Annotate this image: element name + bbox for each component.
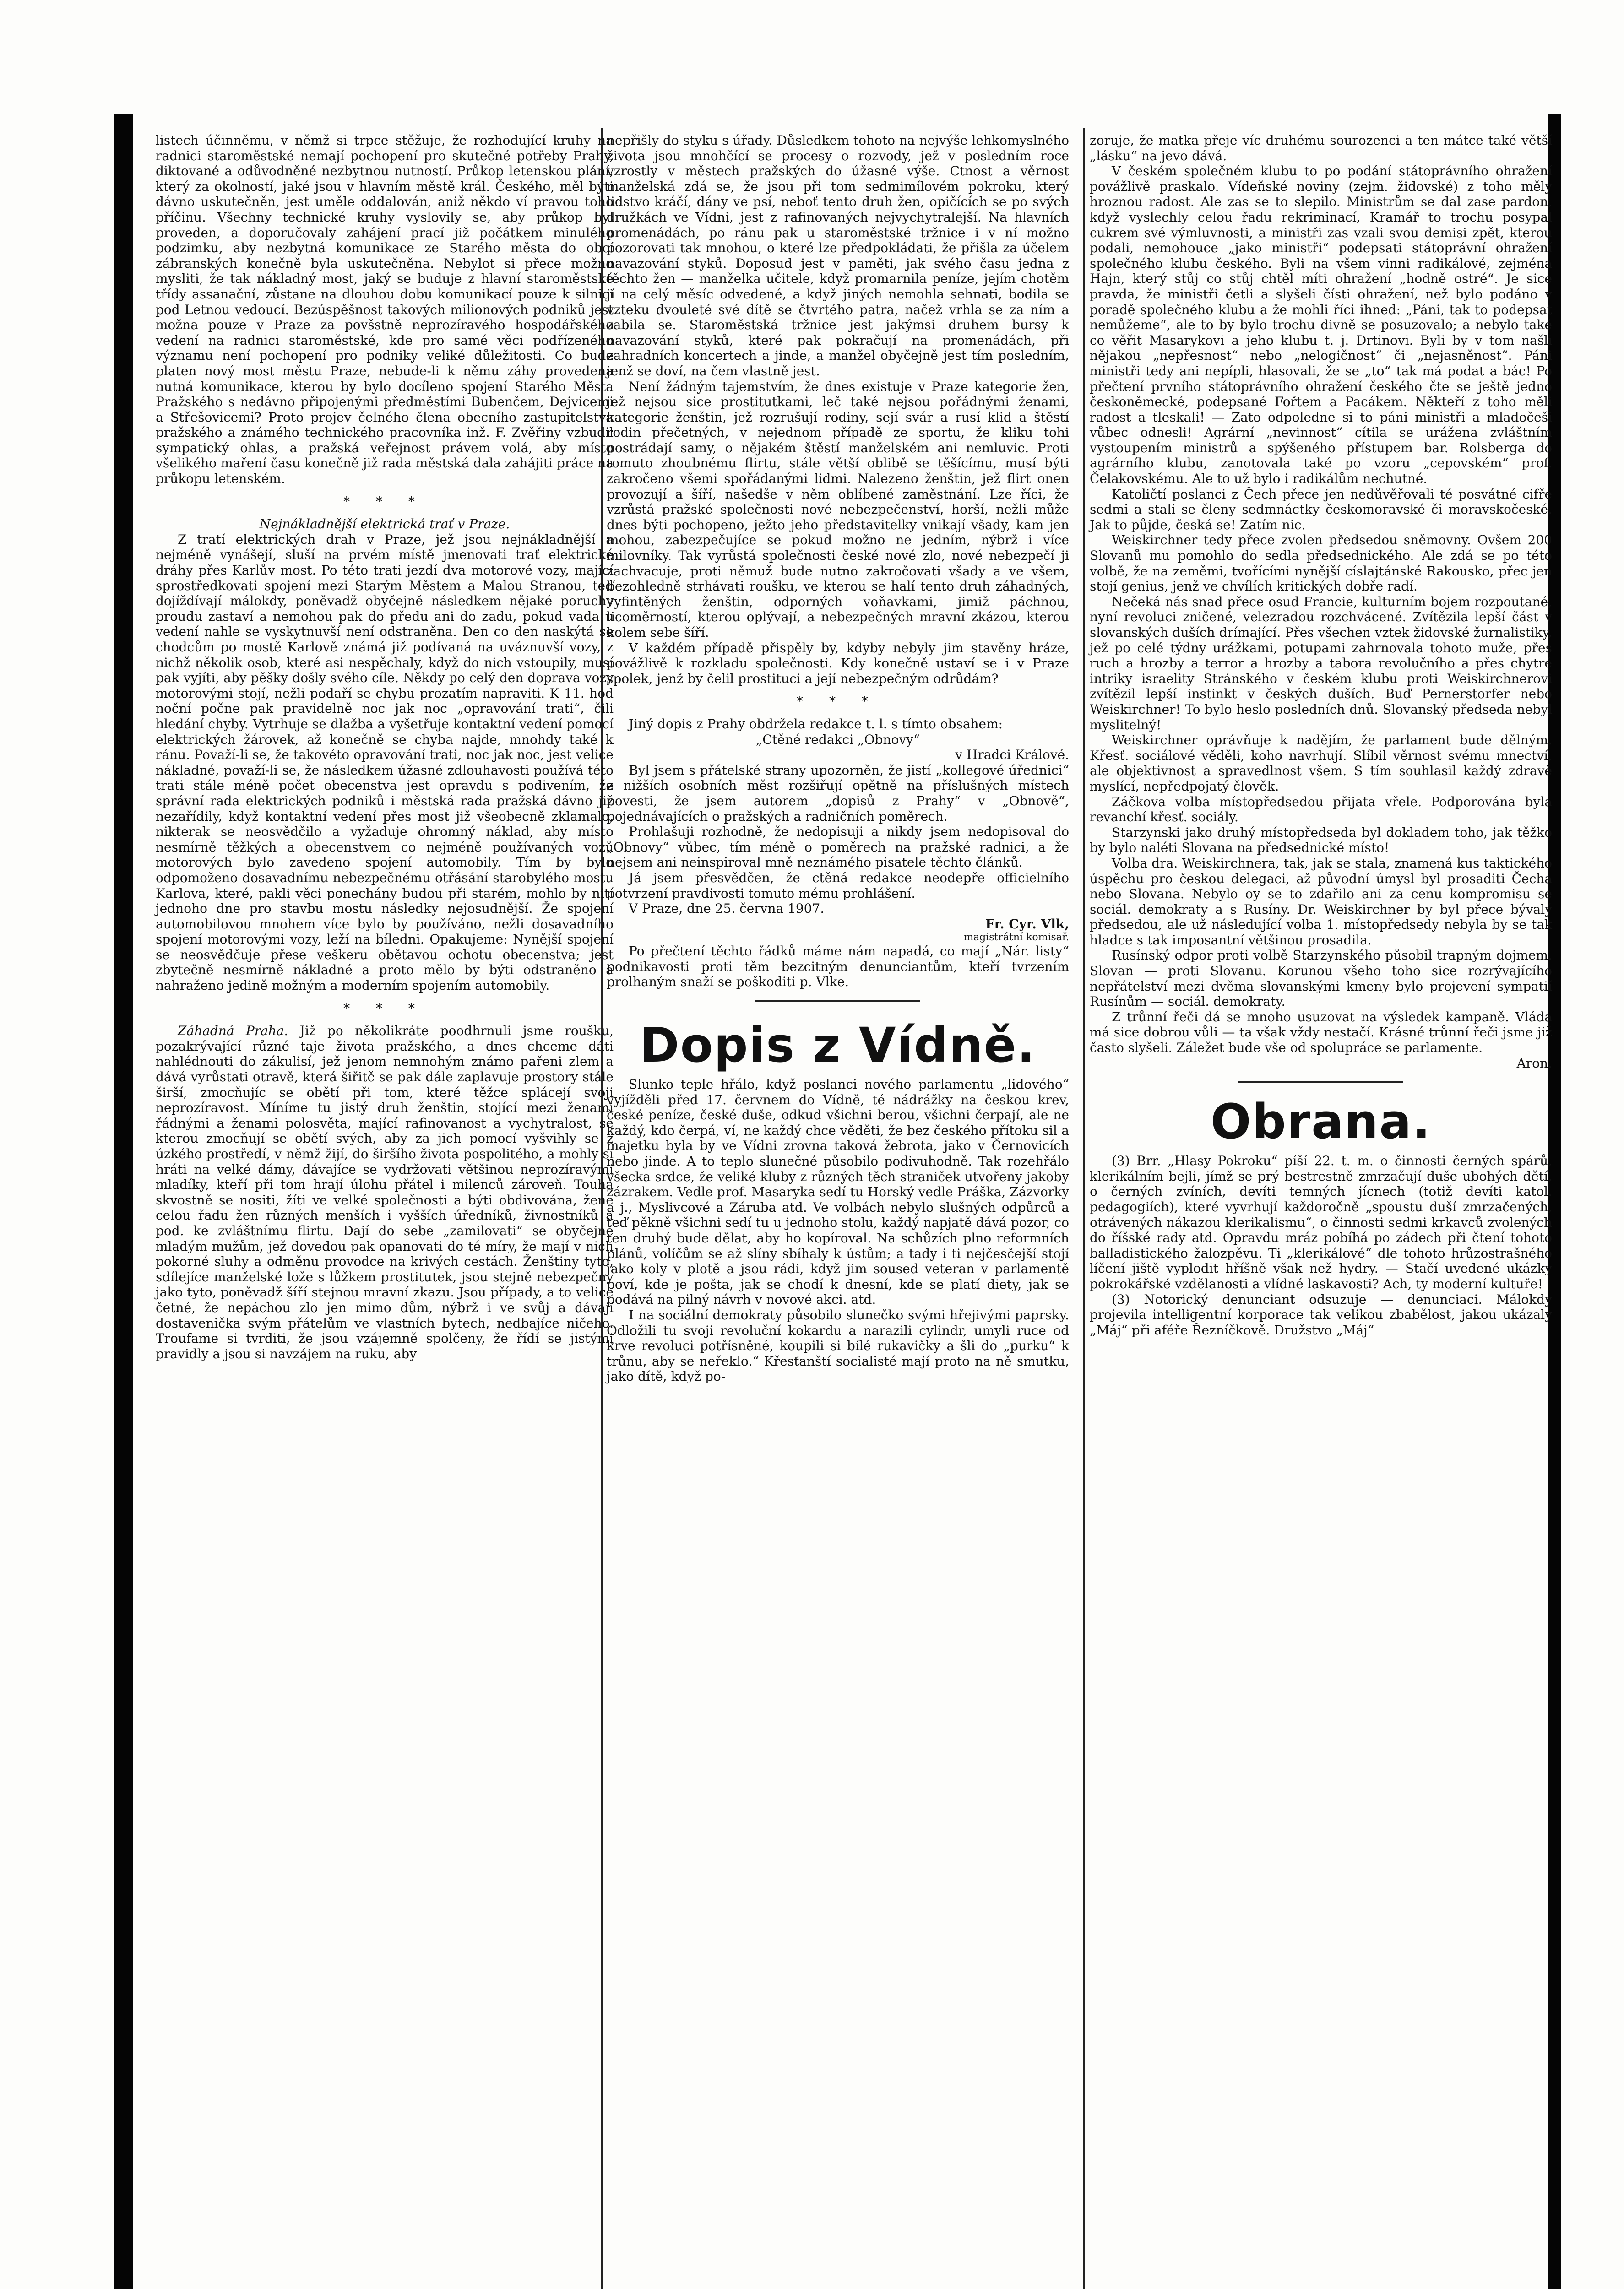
article-paragraph: Weiskirchner oprávňuje k nadějím, že parlament bude dělným. Křesť. sociálové věděli, koho navrhují. Slíbil věrnost svému mnectví, ale objektivnost a spravedlnost všem. S tím souhlasil každý zdravě myslící, nepředpojatý člověk.	[1090, 732, 1552, 794]
article-rubric: Záhadná Praha.	[178, 1023, 288, 1039]
section-rule	[755, 1000, 920, 1002]
letter-signer-title: magistrátní komisař.	[964, 932, 1069, 944]
section-separator: * * *	[797, 694, 879, 709]
article-paragraph: Jiný dopis z Prahy obdržela redakce t. l. s tímto obsahem:	[629, 716, 1003, 732]
article-paragraph: (3) Notorický denunciant odsuzuje — denunciaci. Málokdy projevila intelligentní korporace tak velikou zbabělost, jakou ukázaly „Máj“ při aféře Řezníčkově. Družstvo „Máj“	[1090, 1291, 1552, 1338]
column-3	[1090, 133, 1552, 1338]
article-paragraph: Starzynski jako druhý místopředseda byl dokladem toho, jak těžko by bylo naléti Slovana na předsednické místo!	[1090, 824, 1552, 856]
article-paragraph: V každém případě přispěly by, kdyby nebyly jim stavěny hráze, povážlivě k rozkladu společnosti. Kdy konečně ustaví se i v Praze spolek, jenž by čelil prostituci a její nebezpečným odrůdám?	[607, 640, 1069, 686]
letter-date: V Praze, dne 25. června 1907.	[629, 901, 825, 917]
article-paragraph: Prohlašuji rozhodně, že nedopisuji a nikdy jsem nedopisoval do „Obnovy“ vůbec, tím méně o poměrech na pražské radnici, a že nejsem ani neinspiroval mně neznámého pisatele těchto článků.	[607, 824, 1069, 870]
article-paragraph: Rusínský odpor proti volbě Starzynského působil trapným dojmem. Slovan — proti Slovanu. Korunou všeho toho sice rozrývajícího nepřátelství mezi dvěma slovanskými kmeny bylo projevení sympatií Rusínům — sociál. demokraty.	[1090, 948, 1552, 1009]
article-paragraph: I na sociální demokraty působilo slunečko svými hřejivými paprsky. Odložili tu svoji revoluční kokardu a narazili cylindr, umyli ruce od krve revoluci potřísněné, koupili si bílé rukavičky a šli do „purku“ k trůnu, aby se neřeklo.“ Křesťanští socialisté mají proto na ně smutku, jako dítě, když po-	[607, 1307, 1069, 1384]
article-paragraph: Z tratí elektrických drah v Praze, jež jsou nejnákladnější a nejméně vynášejí, sluší na prvém místě jmenovati trať elektrické dráhy přes Karlův most. Po této trati jezdí dva motorové vozy, mající sprostředkovati spojení mezi Starým Městem a Malou Stranou, teď dojíždívají málokdy, poněvadž obyčejně následkem nějaké poruchy proudu zastaví a nemohou pak do předu ani do zadu, pokud vada u vedení nahle se vyskytnuvší není odstraněna. Den co den naskýtá se chodcům po mostě Karlově známá již podívaná na uváznuvší vozy, z nichž několik osob, které asi nespěchaly, když do nich vstoupily, musí pak vyjíti, aby pěšky došly svého cíle. Někdy po celý den doprava vozy motorovými stojí, nežli podaří se chybu prozatím napraviti. K 11. hod noční počne pak pravidelně noc jak noc „opravování trati“, čili hledání chyby. Vytrhuje se dlažba a vyšetřuje kontaktní vedení pomocí elektrických žárovek, až konečně se chyba najde, mnohdy také k ránu. Považí-li se, že takovéto opravování trati, noc jak noc, jest velice nákladné, považí-li se, že následkem úžasné zdlouhavosti používá této trati stále méně počet obecenstva jest opravdu s podivením, že správní rada elektrických podniků i městská rada pražská dávno již nezařídily, když kontaktní vedení přes most již všeobecně zklamalo, nikterak se neosvědčilo a vyžaduje ohromný náklad, aby místo nesmírně těžkých a obecenstvem co nejméně používaných vozů motorových bylo zavedeno spojení automobily. Tím by bylo odpomoženo dosavadnímu nebezpečnému otřásání starobylého mostu Karlova, které, pakli věci ponechány budou při starém, mohlo by nití jednoho dne pro stavbu mostu následky nejosudnější. Že spojení automobilovou mnohem více bylo by používáno, nežli dosavadního spojení motorovými vozy, leží na bíledni. Opakujeme: Nynější spojení se neosvědčuje přese veškeru obětavou ochotu obecenstva; jest zbytečně nesmírně nákladné a proto mělo by býti odstraněno a nahraženo jedině možným a moderním spojením automobily.	[156, 532, 614, 993]
article-paragraph: Volba dra. Weiskirchnera, tak, jak se stala, znamená kus taktického úspěchu pro českou delegaci, až původní úmysl byl prosaditi Čecha nebo Slovana. Nebylo oy se to zdařilo ani za cenu kompromisu se sociál. demokraty a s Rusíny. Dr. Weiskirchner by byl přece bývalý předsedou, ale už následující volba 1. místopředsedy nebyla by se tak hladce s tak imposantní většinou prosadila.	[1090, 855, 1552, 948]
section-heading: Obrana.	[1210, 1094, 1432, 1150]
article-paragraph: (3) Brr. „Hlasy Pokroku“ píší 22. t. m. o činnosti černých spárů, klerikálním bejli, jímž se prý bestrestně zmrzačují duše ubohých dětí, o černých zvíních, devíti temných jícnech (totiž devíti katol. pedagogiích), které vyvrhují každoročně „spoustu duší zmrzačených, otrávených nákazou klerikalismu“, o činnosti sedmi krkavců zvolených do říšské rady atd. Opravdu mráz pobíhá po zádech při čtení tohoto balladistického žalozpěvu. Ti „klerikálové“ dle tohoto hrůzostrašného líčení jiště vyplodit hříšně však než hydry. — Stačí uvedené ukázky pokrokářské vzdělanosti a vlídné laskavosti? Ach, ty moderní kultuře!	[1090, 1153, 1552, 1291]
article-paragraph: zoruje, že matka přeje víc druhému sourozenci a ten mátce také větší „lásku“ na jevo dává.	[1090, 133, 1552, 163]
article-paragraph: Byl jsem s přátelské strany upozorněn, že jistí „kollegové úřednici“ z nižších osobních měst rozšiřují opětně na příslušných místech povesti, že jsem autorem „dopisů z Prahy“ v „Obnově“, pojednávajících o pražských a radničních poměrech.	[607, 762, 1069, 824]
article-paragraph: Katoličtí poslanci z Čech přece jen nedůvěřovali té posvátné cifře sedmi a stali se členy sedmnáctky českomoravské či moravskočeské. Jak to půjde, česká se! Zatím nic.	[1090, 486, 1552, 532]
article-paragraph: Z trůnní řeči dá se mnoho usuzovat na výsledek kampaně. Vláda má sice dobrou vůli — ta však vždy nestačí. Krásné trůnní řeči jsme již často slyšeli. Záležet bude vše od spolupráce se parlamente.	[1090, 1009, 1552, 1056]
letter-signer: Fr. Cyr. Vlk,	[985, 916, 1069, 932]
article-paragraph	[156, 1023, 614, 1361]
article-paragraph: Záčkova volba místopředsedou přijata vřele. Podporována byla revanchí křesť. sociály.	[1090, 794, 1552, 825]
article-signature: Aron.	[1516, 1055, 1552, 1071]
article-rubric: Nejnákladnější elektrická trať v Praze.	[259, 516, 510, 532]
section-separator: * * *	[343, 494, 426, 509]
section-separator: * * *	[343, 1000, 426, 1016]
article-paragraph: Nečeká nás snad přece osud Francie, kulturním bojem rozpoutané, nyní revoluci zničené, velezradou rozchvácené. Zvítězila lepší část v slovanských duších drímající. Přes všechen vztek židovské žurnalistiky, jež po celé týdny urážkami, potupami zahrnovala tohoto muže, přes ruch a hrozby a terror a hrozby a tabora revolučního a přes chytré intriky israelity Stránského v českém klubu proti Weiskirchnerovi zvítězil lepší instinkt v českých duších. Buď Pernerstorfer nebo Weiskirchner! To bylo heslo posledních dnů. Slovanský předseda nebyl myslitelný!	[1090, 594, 1552, 732]
article-paragraph: Weiskirchner tedy přece zvolen předsedou sněmovny. Ovšem 200 Slovanů mu pomohlo do sedla předsednického. Ale zdá se po této volbě, že na zeměmi, tvořícími nynější císlajtánské Rakousko, přec jen stojí genius, jenž ve chvílích kritických dobře radí.	[1090, 532, 1552, 594]
article-paragraph: Já jsem přesvědčen, že ctěná redakce neodepře officielního potvrzení pravdivosti tomuto mému prohlášení.	[607, 870, 1069, 901]
letter-place: v Hradci Králové.	[955, 747, 1069, 763]
article-paragraph: nepřišly do styku s úřady. Důsledkem tohoto na nejvýše lehkomyslného života jsou mnohčící se procesy o rozvody, jež v posledním roce vzrostly v městech pražských do úžasné výše. Ctnost a věrnost manželská zdá se, že jsou při tom sedmimílovém pokroku, který lidstvo kráčí, dány ve psí, neboť tento druh žen, opičících se po svých družkách ve Vídni, jest z rafinovaných nejvychytralejší. Na hlavních promenádách, po ránu pak u staroměstské tržnice i v ní možno pozorovati tak mnohou, o které lze předpokládati, že přišla za účelem navazování styků. Doposud jest v paměti, jak svého času jedna z těchto žen — manželka učitele, když promarnila peníze, jejím chotěm jí na celý měsíc odvedené, a když jiných nemohla sehnati, bodila se vzteku dvouleté své dítě se čtvrtého patra, načež vrhla se za ním a zabila se. Staroměstská tržnice jest jakýmsi druhem bursy k navazování styků, které pak pokračují na promenádách, při zahradních koncertech a jinde, a manžel obyčejně jest tím posledním, jenž se doví, na čem vlastně jest.	[607, 133, 1069, 379]
column-1	[156, 133, 614, 1361]
section-rule	[1238, 1081, 1403, 1083]
article-paragraph: V českém společném klubu to po podání státoprávního ohražení povážlivě praskalo. Vídeňské noviny (zejm. židovské) z toho měly hroznou radost. Ale zas se to slepilo. Ministrům se dal zase pardon, když vyslechly celou řadu rekriminací, Kramář to trochu posypal cukrem své výmluvnosti, a ministři zas vzali svou demisi zpět, kterou podali, nemohouce „jako ministři“ podepsati státoprávní ohražení společného klubu českého. Byli na všem vinni radikálové, zejména Hajn, který stůj co stůj chtěl míti ohražení „hodně ostré“. Je sice pravda, že ministři četli a slyšeli čísti ohražení, než bylo podáno v poradě společného klubu a že mohli říci ihned: „Páni, tak to podepsat nemůžeme“, ale to by bylo trochu divně se posuzovalo; a nebylo také co věřit Masarykovi a jeho klubu t. j. Drtinovi. Byli by v tom našli nějakou „nepřesnost“ nebo „nelogičnost“ či „nejasněnost“. Páni ministři tedy ani nepípli, hlasovali, že se „to“ tak má podat a bác! Po přečtení prvního státoprávního ohražení českého čte se ještě jedno českoněmecké, podepsané Fořtem a Pacákem. Někteří z toho měli radost a tleskali! — Zato odpoledne si to páni ministři a mladočeši vůbec odnesli! Agrární „nevinnost“ cítila se urážena zvláštním vystoupením ministrů a spýšeného přístupem bar. Rolsberga do agrárního klubu, zanotovala také po vzoru „cepovském“ prof. Čelakovskému. Ale to už bylo i radikálům nechutné.	[1090, 163, 1552, 487]
column-2	[607, 133, 1069, 1384]
article-paragraph: Po přečtení těchto řádků máme nám napadá, co mají „Nár. listy“ podnikavosti proti těm bezcitným denunciantům, kteří tvrzením prolhaným snaží se poškoditi p. Vlke.	[607, 944, 1069, 990]
letter-salutation: „Ctěné redakci „Obnovy“	[755, 732, 920, 747]
article-paragraph: Slunko teple hřálo, když poslanci nového parlamentu „lidového“ vyjížděli před 17. červnem do Vídně, té nádrážky na českou krev, české peníze, české duše, odkud všichni berou, všichni čerpají, ale ne každý, kdo čerpá, ví, ne každý chce věděti, že bez českého přítoku sil a majetku byla by ve Vídni zrovna taková žebrota, jako v Černovicích nebo jinde. A to teplo slunečné působilo podivuhodně. Tak rozehřálo všecka srdce, že veliké kluby z různých těch straniček utvořeny jakoby zázrakem. Vedle prof. Masaryka sedí tu Horský vedle Práška, Zázvorky a j., Myslivcové a Záruba atd. Ve volbách nebylo slušných odpůrců a teď pěkně všichni sedí tu u jednoho stolu, každý napjatě dává pozor, co ten druhý bude dělat, aby ho kopíroval. Na schůzích plno reformních plánů, volíčům se až slíny sbíhaly k ústům; a tady i ti nejčesčejší stojí jako koly v plotě a jsou rádi, když jim soused veteran v parlamentě poví, kde je pošta, jak se chodí k dnesní, kde se platí diety, jak se podává na pilný návrh v novové akci. atd.	[607, 1077, 1069, 1307]
article-paragraph: listech účinněmu, v němž si trpce stěžuje, že rozhodující kruhy na radnici staroměstské nemají pochopení pro skutečné potřeby Prahy, diktované a odůvodněné nezbytnou nutností. Průkop letenskou plání, který za okolností, jaké jsou v hlavním městě král. Českého, měl býti dávno uskutečněn, jest uměle oddalován, aniž někdo ví pravou toho příčinu. Všechny technické kruhy vyslovily se, aby průkop byl proveden, a doporučovaly zahájení prací již počátkem minulého podzimku, aby nezbytná komunikace ze Starého města do obcí zábranských konečně byla uskutečněna. Nebylot si přece možno mysliti, že tak nákladný most, jaký se buduje z hlavní staroměstské třídy assanační, zůstane na dlouhou dobu komunikací pouze k silnici pod Letnou vedoucí. Bezúspěšnost takových milionových podniků jest možna pouze v Praze za povšstně neprozíravého hospodářského vedení na radnici staroměstské, kde pro samé věci podřízeného významu není pochopení pro podniky veliké důležitosti. Co bude platen nový most městu Praze, nebude-li k němu záhy provedena nutná komunikace, kterou by bylo docíleno spojení Starého Města Pražského s nedávno připojenými předměstími Bubenčem, Dejvicemi a Střešovicemi? Proto projev čelného člena obecního zastupitelstva pražského a známého technického pracovníka inž. F. Zvěřiny vzbudil sympatický ohlas, a pražská veřejnost právem volá, aby místo všelikého maření času konečně již rada městská dala zahájiti práce na průkopu letenském.	[156, 133, 614, 487]
column-divider	[1083, 128, 1085, 2289]
article-paragraph: Není žádným tajemstvím, že dnes existuje v Praze kategorie žen, jež nejsou sice prostitutkami, leč také nejsou pořádnými ženami, kategorie ženštin, jež rozrušují rodiny, sejí svár a rusí klid a štěstí rodin přečetných, v nejednom případě ze sportu, že kliku tohi postrádají samy, o nějakém štěstí manželském ani nemluvic. Proti tomuto zhoubnému flirtu, stále větší oblibě se těšícímu, musí býti zakročeno všemi spořádanými lidmi. Nalezeno ženštin, jež flirt onen provozují a šíří, našedše v něm oblíbené zaměstnání. Lze říci, že vzrůstá pražské společnosti nové nebezpečenství, horší, nežli může dnes býti pochopeno, ježto jeho představitelky vnikají všady, kam jen mohou, zabezpečujíce se pokud možno ne jedním, nýbrž i více milovníky. Tak vyrůstá společnosti české nové zlo, nové nebezpečí ji zachvacuje, proti němuž bude nutno zakročovati všady a ve všem, bezohledně strhávati roušku, ve kterou se halí tento druh záhadných, vyfintěných ženštin, odporných voňavkami, jimiž páchnou, licoměrností, kterou oplývají, a nebezpečných mravní zkázou, kterou kolem sebe šíří.	[607, 379, 1069, 640]
article-text: Již po několikráte poodhrnuli jsme roušku, pozakrývající různé taje života pražského, a dnes chceme dáti nahlédnouti do zákulisí, jež jenom nemnohým známo pařeni zlem a dává vyrůstati otravě, která šiřitč se pak dále zaplavuje prostory stále širší, zmocňujíc se obětí při tom, které těžce splácejí svoji neprozíravost. Míníme tu jistý druh ženštin, stojící mezi ženami řádnými a ženami polosvěta, mající rafinovanost a vychytralost, se kterou zmocňují se obětí svých, aby za jich pomocí vyšvihly se z úzkého prostředí, v němž žijí, do širšího života pospolitého, a mohly si hráti na velké dámy, dávajíce se vydržovati většinou neprozíravými mladíky, kteří při tom hrají úlohu přátel i milenců zároveň. Touha skvostně se nositi, žíti ve velké společnosti a býti obdivována, žene celou řadu žen různých menších i vyšších úředníků, živnostníků a pod. ke zvláštnímu flirtu. Dají do sebe „zamilovati“ se obyčejně mladým mužům, jež dovedou pak opanovati do té míry, že mají v nich pokorné sluhy a odměnu provodce na krivých cestách. Ženštiny tyto, sdílejíce manželské lože s lůžkem prostitutek, jsou stejně nebezpečny jako tyto, poněvadž šíří stejnou mravní zkazu. Jsou případy, a to velice četné, že nepáchou zlo jen mimo dům, nýbrž i ve svůj a dávají dostavenička svým přátelům ve vlastních bytech, nedbajíce ničeho. Troufame si tvrditi, že jsou vzájemně spolčeny, že řídí se jistými pravidly a jsou si navzájem na ruku, aby	[156, 1023, 614, 1361]
section-heading: Dopis z Vídně.	[640, 1017, 1036, 1074]
